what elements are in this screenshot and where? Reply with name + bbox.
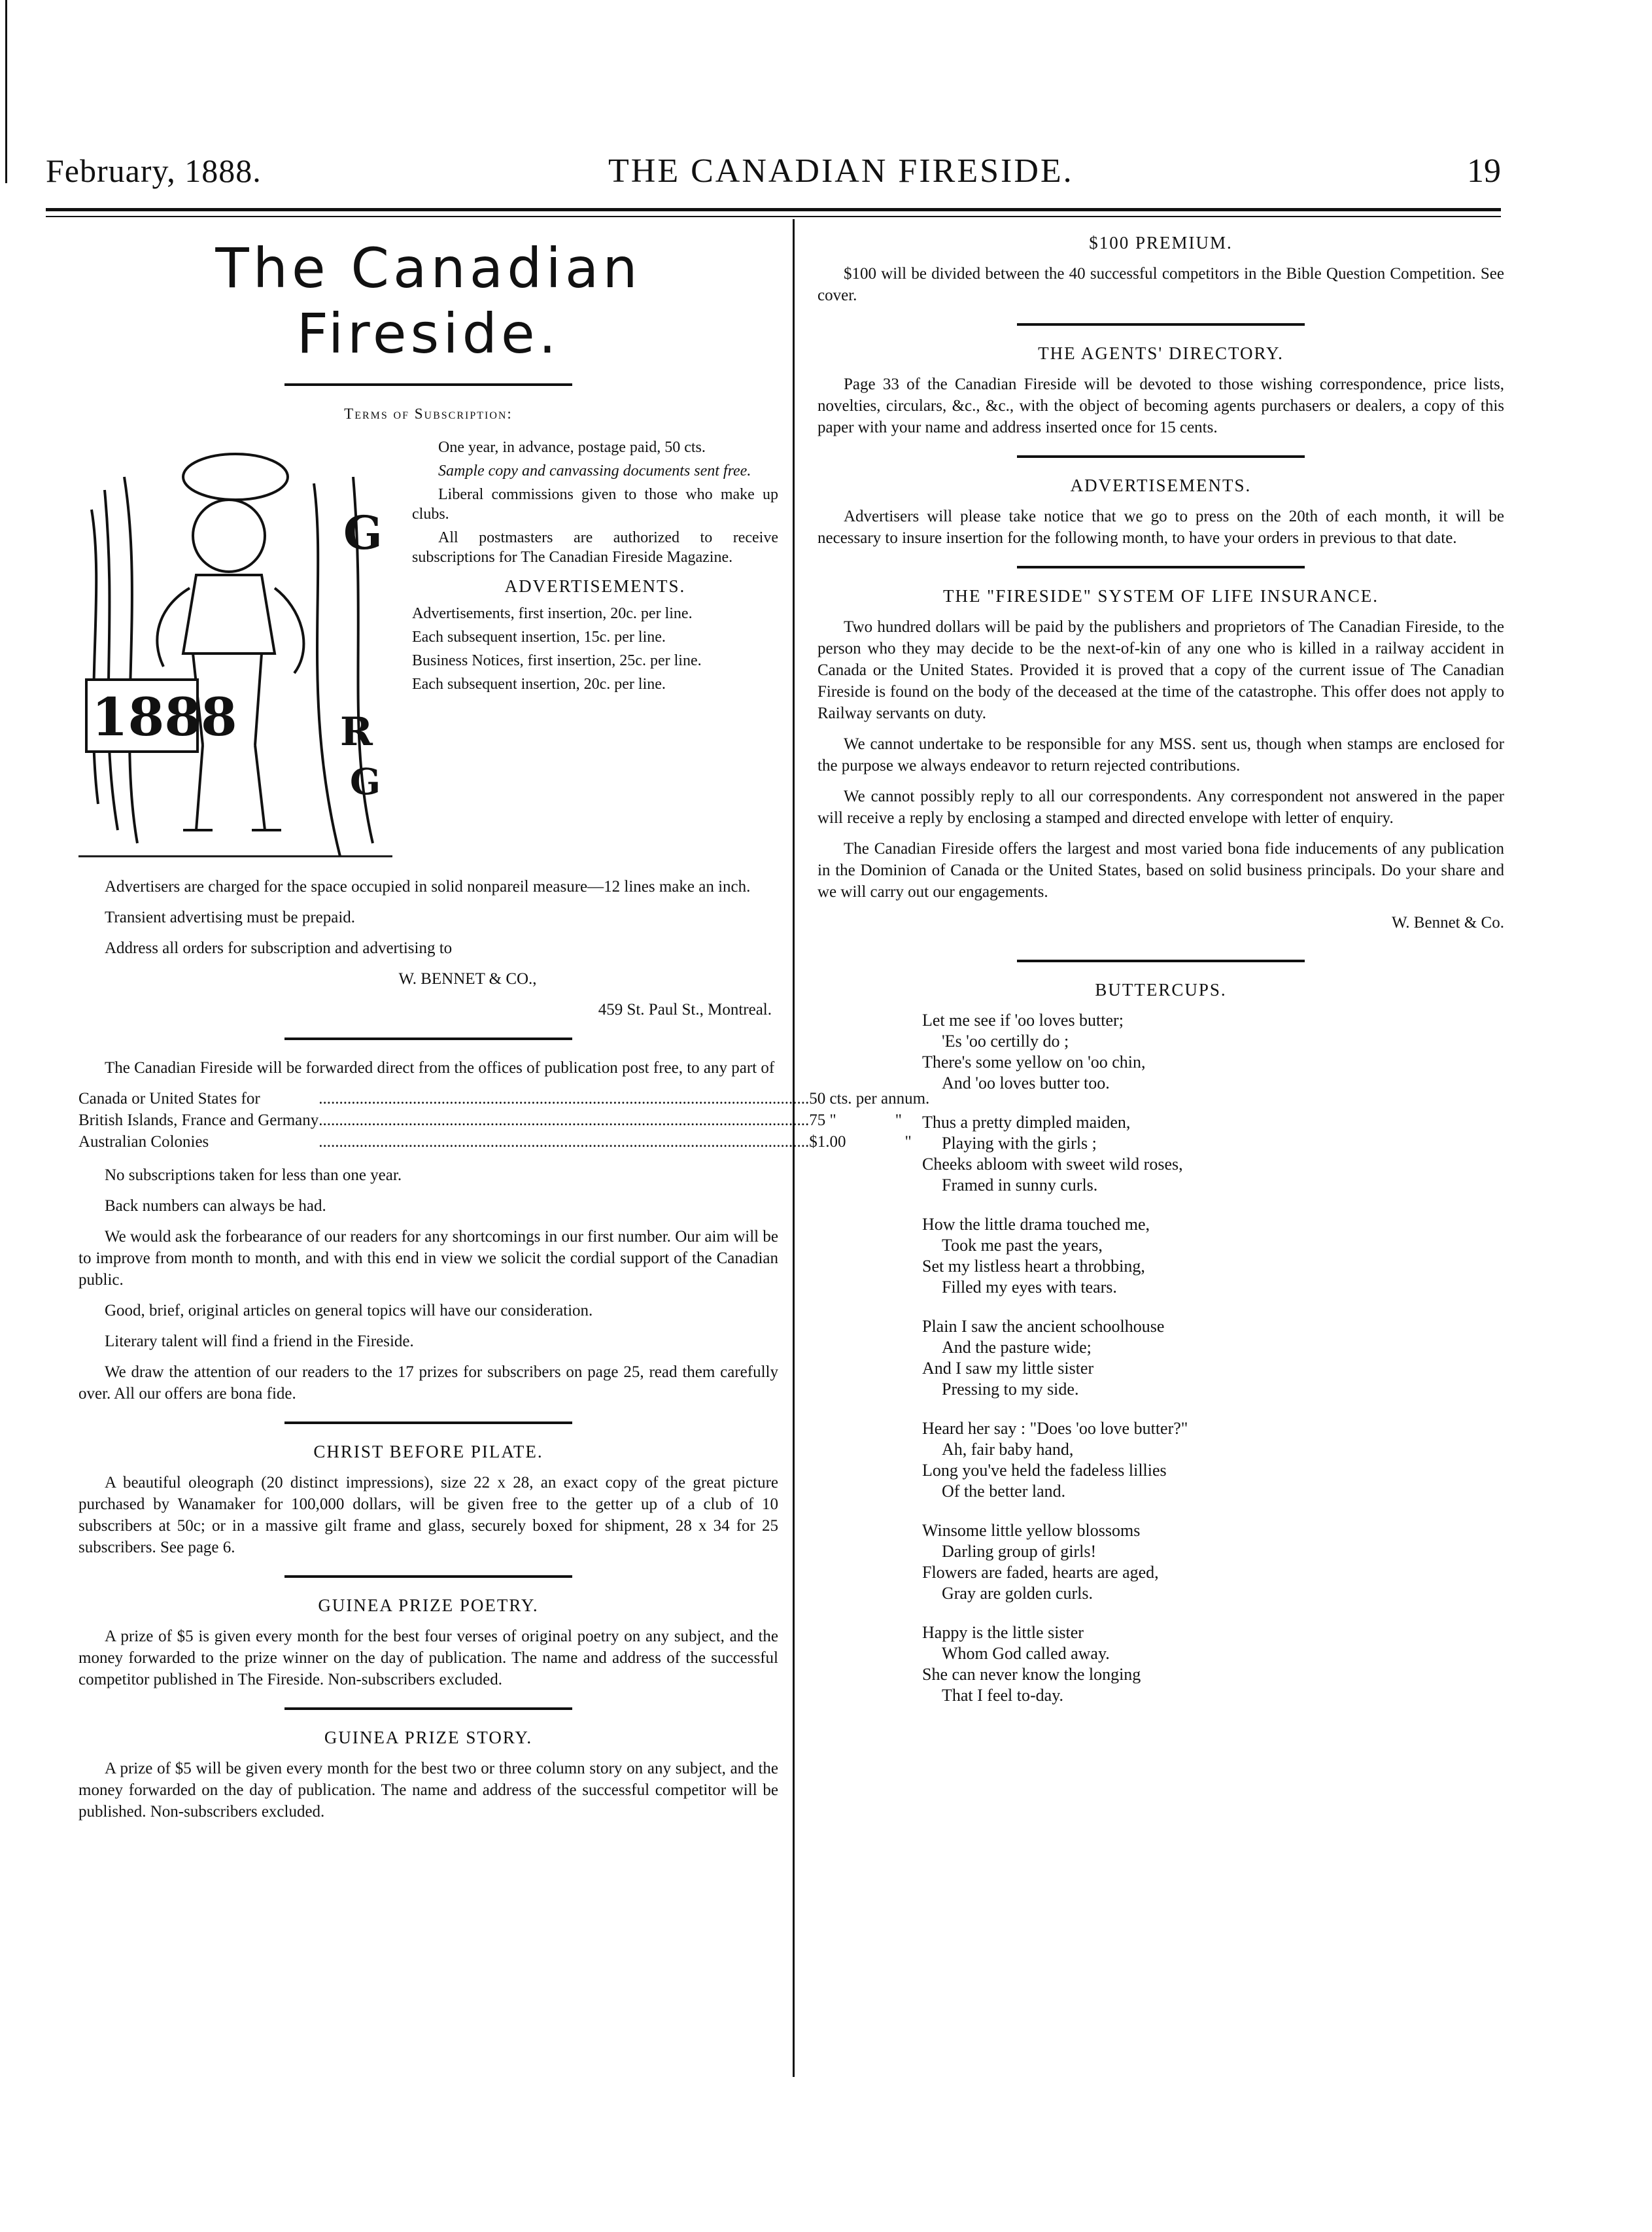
poem-stanza xyxy=(922,1316,1504,1400)
rate-row xyxy=(78,1131,929,1153)
story-paragraph: A prize of $5 will be given every month for the best two or three column story on any subject, and the money forwarded on the day of publication. The name and address of the successful competitor will be published. Non-subscribers excluded. xyxy=(78,1760,778,1821)
rates-table xyxy=(78,1088,929,1153)
terms-heading: Terms of Subscription: xyxy=(344,406,513,422)
poem-line: Took me past the years, xyxy=(942,1236,1103,1255)
ads2-heading: ADVERTISEMENTS. xyxy=(1070,476,1252,495)
transient-paragraph: Transient advertising must be prepaid. xyxy=(105,909,356,926)
firm-name: W. BENNET & CO., xyxy=(398,970,537,988)
poem-line: Happy is the little sister xyxy=(922,1623,1084,1642)
poem-stanza xyxy=(922,1622,1504,1706)
agents-paragraph: Page 33 of the Canadian Fireside will be devoted to those wishing correspondence, price lists, novelties, circulars, &c., &c., with the object of becoming agents purchasers or dealers, a copy of this paper with your name and address inserted once for 15 cents. xyxy=(817,375,1504,436)
poem-line: And 'oo loves butter too. xyxy=(942,1073,1110,1092)
poem-line: Let me see if 'oo loves butter; xyxy=(922,1011,1124,1030)
ad-rate-3: Business Notices, first insertion, 25c. per line. xyxy=(412,652,702,669)
left-column xyxy=(78,235,930,1832)
signature: W. Bennet & Co. xyxy=(1392,914,1504,932)
poem-line: Playing with the girls ; xyxy=(942,1134,1097,1153)
header-rule xyxy=(46,208,1501,211)
poem-line: Of the better land. xyxy=(942,1482,1066,1501)
ads2-paragraph: Advertisers will please take notice that we go to press on the 20th of each month, it will be necessary to insure insertion for the following month, to have your orders in previous to that date. xyxy=(817,508,1504,547)
rate-leader xyxy=(318,1109,809,1131)
rate-label: Australian Colonies xyxy=(78,1133,209,1151)
section-rule xyxy=(284,1421,572,1424)
rate-leader xyxy=(318,1131,809,1153)
poem-stanza xyxy=(922,1214,1504,1298)
prizes-paragraph: We draw the attention of our readers to the 17 prizes for subscribers on page 25, read them carefully over. All our offers are bona fide. xyxy=(78,1363,778,1403)
section-rule xyxy=(284,1707,572,1710)
poem-line: Ah, fair baby hand, xyxy=(942,1440,1074,1459)
poem-line: She can never know the longing xyxy=(922,1665,1141,1684)
poem-line: 'Es 'oo certilly do ; xyxy=(942,1032,1069,1051)
issue-date: February, 1888. xyxy=(46,152,262,189)
header-rule-thin xyxy=(46,216,1501,217)
rate-price: 50 cts. per annum. xyxy=(809,1090,930,1107)
term-commissions: Liberal commissions given to those who make up clubs. xyxy=(412,486,778,523)
articles-paragraph: Good, brief, original articles on general topics will have our consideration. xyxy=(105,1302,593,1319)
story-heading: GUINEA PRIZE STORY. xyxy=(324,1728,533,1747)
poem-line: Whom God called away. xyxy=(942,1644,1110,1663)
forwarded-paragraph: The Canadian Fireside will be forwarded direct from the offices of publication post free, to any part of xyxy=(105,1059,775,1077)
section-rule xyxy=(1017,960,1305,962)
christ-heading: CHRIST BEFORE PILATE. xyxy=(313,1442,543,1461)
rate-price: 75 " " xyxy=(809,1111,902,1129)
premium-heading: $100 PREMIUM. xyxy=(1089,233,1233,253)
insurance-paragraph: Two hundred dollars will be paid by the publishers and proprietors of The Canadian Fireside, to the person who they may decide to be the next-of-kin of any one who is killed in a railway accident in Canada or the United States. Provided it is proved that a copy of the current issue of The Canadian Fireside is found on the body of the deceased at the time of the catastrophe. This offer does not apply to Railway servants on duty. xyxy=(817,618,1504,722)
back-numbers-paragraph: Back numbers can always be had. xyxy=(105,1197,326,1215)
rate-row xyxy=(78,1109,929,1131)
poem-line: Pressing to my side. xyxy=(942,1380,1079,1399)
poem-stanza xyxy=(922,1520,1504,1604)
term-sample: Sample copy and canvassing documents sent free. xyxy=(438,462,751,480)
section-rule xyxy=(284,1038,572,1040)
section-rule xyxy=(1017,455,1305,458)
no-subs-paragraph: No subscriptions taken for less than one year. xyxy=(105,1166,402,1184)
rate-row xyxy=(78,1088,929,1109)
poetry-heading: GUINEA PRIZE POETRY. xyxy=(318,1596,539,1615)
poem-line: And the pasture wide; xyxy=(942,1338,1092,1357)
forbearance-paragraph: We would ask the forbearance of our readers for any shortcomings in our first number. Our aim will be to improve from month to month, and with this end in view we solicit the cordial support of the Canadian public. xyxy=(78,1228,778,1289)
mss-paragraph: We cannot undertake to be responsible for any MSS. sent us, though when stamps are enclosed for the purpose we always endeavor to return rejected contributions. xyxy=(817,735,1504,775)
poem-line: Heard her say : "Does 'oo love butter?" xyxy=(922,1419,1188,1438)
section-rule xyxy=(1017,323,1305,326)
charged-paragraph: Advertisers are charged for the space occupied in solid nonpareil measure—12 lines make an inch. xyxy=(105,878,751,896)
subscription-terms xyxy=(412,438,778,698)
poem-line: Thus a pretty dimpled maiden, xyxy=(922,1113,1131,1132)
firm-street: 459 St. Paul St., Montreal. xyxy=(598,1001,772,1019)
poem-line: And I saw my little sister xyxy=(922,1359,1094,1378)
poem-line: Filled my eyes with tears. xyxy=(942,1278,1117,1297)
poetry-paragraph: A prize of $5 is given every month for the best four verses of original poetry on any subject, and the money forwarded to the prize winner on the day of publication. The name and address of the successful competitor published in The Fireside. Non-subscribers excluded. xyxy=(78,1628,778,1688)
buttercups-heading: BUTTERCUPS. xyxy=(1095,980,1227,1000)
running-title: THE CANADIAN FIRESIDE. xyxy=(608,152,1074,190)
margin-mark xyxy=(5,0,7,183)
poem-line: There's some yellow on 'oo chin, xyxy=(922,1053,1146,1072)
section-rule xyxy=(1017,566,1305,568)
poem-line: Flowers are faded, hearts are aged, xyxy=(922,1563,1159,1582)
poem-stanza xyxy=(922,1010,1504,1094)
poem-line: That I feel to-day. xyxy=(942,1686,1063,1705)
ad-rate-2: Each subsequent insertion, 15c. per line. xyxy=(412,629,666,646)
buttercups-poem xyxy=(922,1010,1504,1706)
svg-text:G: G xyxy=(350,760,381,803)
fireside-illustration-image xyxy=(78,438,392,869)
ads-heading: ADVERTISEMENTS. xyxy=(504,576,686,596)
rate-price: $1.00 " xyxy=(809,1133,912,1151)
section-rule xyxy=(284,383,572,386)
poem-line: Winsome little yellow blossoms xyxy=(922,1521,1141,1540)
correspondents-paragraph: We cannot possibly reply to all our correspondents. Any correspondent not answered in the paper will receive a reply by enclosing a stamped and directed envelope with letter of enquiry. xyxy=(817,788,1504,827)
svg-text:G: G xyxy=(343,506,383,560)
rate-label: British Islands, France and Germany xyxy=(78,1111,319,1129)
poem-line: Long you've held the fadeless lillies xyxy=(922,1461,1167,1480)
poem-line: How the little drama touched me, xyxy=(922,1215,1150,1234)
poem-line: Set my listless heart a throbbing, xyxy=(922,1257,1145,1276)
poem-line: Plain I saw the ancient schoolhouse xyxy=(922,1317,1165,1336)
rate-label: Canada or United States for xyxy=(78,1090,260,1107)
ad-rate-1: Advertisements, first insertion, 20c. per line. xyxy=(412,605,693,622)
rate-leader xyxy=(318,1088,809,1109)
poem-stanza xyxy=(922,1418,1504,1502)
poem-stanza xyxy=(922,1112,1504,1196)
poem-line: Cheeks abloom with sweet wild roses, xyxy=(922,1155,1183,1174)
term-price: One year, in advance, postage paid, 50 cts. xyxy=(438,439,706,456)
subscription-block xyxy=(78,425,778,876)
insurance-heading: THE "FIRESIDE" SYSTEM OF LIFE INSURANCE. xyxy=(942,586,1379,606)
masthead: The Canadian Fireside. xyxy=(215,236,642,366)
inducements-paragraph: The Canadian Fireside offers the largest and most varied bona fide inducements of any publication in the Dominion of Canada or the United States, based on solid business principals. Do your share and we will carry out our engagements. xyxy=(817,840,1504,901)
svg-text:R: R xyxy=(340,709,373,755)
right-column xyxy=(817,232,1504,1724)
poem-line: Framed in sunny curls. xyxy=(942,1176,1098,1194)
term-postmasters: All postmasters are authorized to receive subscriptions for The Canadian Fireside Magazine. xyxy=(412,529,778,566)
running-head xyxy=(46,152,1501,198)
ad-rate-4: Each subsequent insertion, 20c. per line. xyxy=(412,676,666,693)
christ-paragraph: A beautiful oleograph (20 distinct impressions), size 22 x 28, an exact copy of the great picture purchased by Wanamaker for 100,000 dollars, will be given free to the getter up of a club of 10 subscribers at 50c; or in a massive gilt frame and glass, securely boxed for shipment, 28 x 34 for 25 subscribers. See page 6. xyxy=(78,1474,778,1556)
illustration-year: 1888 xyxy=(92,686,237,748)
section-rule xyxy=(284,1575,572,1578)
poem-line: Gray are golden curls. xyxy=(942,1584,1093,1603)
premium-paragraph: $100 will be divided between the 40 successful competitors in the Bible Question Competition. See cover. xyxy=(817,265,1504,304)
address-paragraph: Address all orders for subscription and advertising to xyxy=(105,939,453,957)
agents-heading: THE AGENTS' DIRECTORY. xyxy=(1038,343,1284,363)
poem-line: Darling group of girls! xyxy=(942,1542,1097,1561)
literary-paragraph: Literary talent will find a friend in the Fireside. xyxy=(105,1333,414,1350)
page-number: 19 xyxy=(1467,152,1501,190)
